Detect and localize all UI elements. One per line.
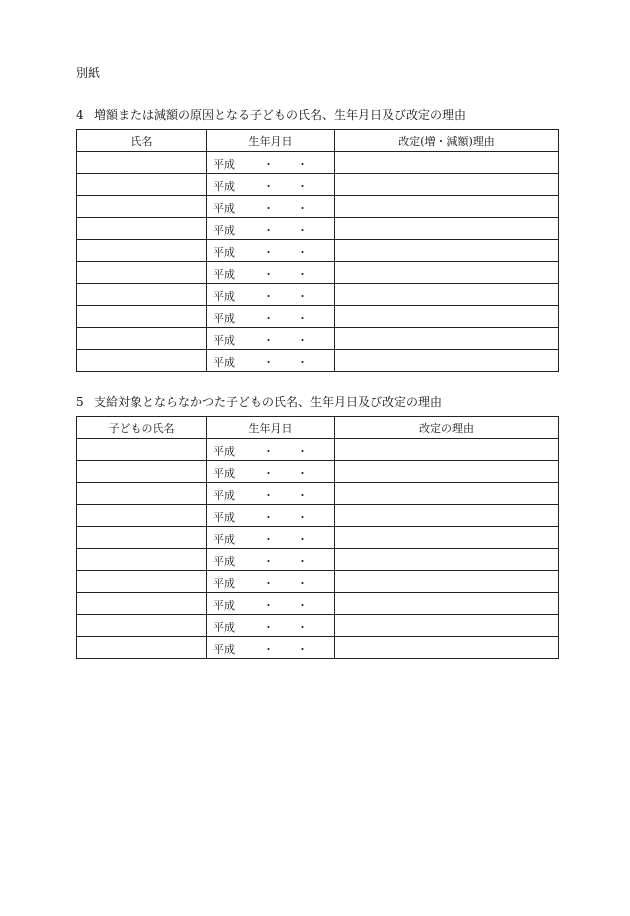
header-dob: 生年月日 bbox=[207, 130, 335, 152]
table-row bbox=[77, 637, 559, 659]
name-cell[interactable] bbox=[77, 328, 207, 350]
reason-cell[interactable] bbox=[335, 461, 559, 483]
reason-cell[interactable] bbox=[335, 240, 559, 262]
date-separator: ・ bbox=[263, 312, 274, 325]
name-cell[interactable] bbox=[77, 218, 207, 240]
table-row bbox=[77, 350, 559, 372]
name-cell[interactable] bbox=[77, 593, 207, 615]
reason-cell[interactable] bbox=[335, 593, 559, 615]
dob-cell[interactable] bbox=[207, 505, 335, 527]
table-row bbox=[77, 328, 559, 350]
date-separator: ・ bbox=[263, 489, 274, 502]
era-label: 平成 bbox=[213, 290, 235, 303]
era-label: 平成 bbox=[213, 224, 235, 237]
table-row bbox=[77, 527, 559, 549]
reason-cell[interactable] bbox=[335, 549, 559, 571]
reason-cell[interactable] bbox=[335, 218, 559, 240]
section-5-heading bbox=[76, 393, 442, 411]
date-separator: ・ bbox=[297, 445, 308, 458]
date-separator: ・ bbox=[297, 577, 308, 590]
date-separator: ・ bbox=[297, 312, 308, 325]
page-label: 別紙 bbox=[76, 66, 101, 80]
date-separator: ・ bbox=[297, 224, 308, 237]
reason-cell[interactable] bbox=[335, 571, 559, 593]
reason-cell[interactable] bbox=[335, 483, 559, 505]
name-cell[interactable] bbox=[77, 527, 207, 549]
reason-cell[interactable] bbox=[335, 505, 559, 527]
table-row bbox=[77, 505, 559, 527]
table-row bbox=[77, 461, 559, 483]
date-separator: ・ bbox=[263, 555, 274, 568]
era-label: 平成 bbox=[213, 599, 235, 612]
era-label: 平成 bbox=[213, 577, 235, 590]
date-separator: ・ bbox=[297, 621, 308, 634]
name-cell[interactable] bbox=[77, 439, 207, 461]
era-label: 平成 bbox=[213, 511, 235, 524]
dob-cell[interactable] bbox=[207, 174, 335, 196]
name-cell[interactable] bbox=[77, 350, 207, 372]
table-row bbox=[77, 240, 559, 262]
dob-cell[interactable] bbox=[207, 439, 335, 461]
date-separator: ・ bbox=[297, 643, 308, 656]
era-label: 平成 bbox=[213, 533, 235, 546]
section-4-table bbox=[76, 129, 559, 372]
dob-cell[interactable] bbox=[207, 637, 335, 659]
header-reason: 改定の理由 bbox=[335, 417, 559, 439]
table-row bbox=[77, 593, 559, 615]
table-row bbox=[77, 306, 559, 328]
header-dob: 生年月日 bbox=[207, 417, 335, 439]
name-cell[interactable] bbox=[77, 174, 207, 196]
table-row bbox=[77, 615, 559, 637]
era-label: 平成 bbox=[213, 312, 235, 325]
era-label: 平成 bbox=[213, 467, 235, 480]
date-separator: ・ bbox=[297, 533, 308, 546]
table-header-row bbox=[77, 417, 559, 439]
date-separator: ・ bbox=[263, 467, 274, 480]
era-label: 平成 bbox=[213, 356, 235, 369]
date-separator: ・ bbox=[297, 356, 308, 369]
date-separator: ・ bbox=[263, 511, 274, 524]
era-label: 平成 bbox=[213, 202, 235, 215]
reason-cell[interactable] bbox=[335, 262, 559, 284]
date-separator: ・ bbox=[297, 202, 308, 215]
reason-cell[interactable] bbox=[335, 350, 559, 372]
name-cell[interactable] bbox=[77, 461, 207, 483]
reason-cell[interactable] bbox=[335, 615, 559, 637]
date-separator: ・ bbox=[297, 246, 308, 259]
era-label: 平成 bbox=[213, 445, 235, 458]
date-separator: ・ bbox=[263, 158, 274, 171]
table-row bbox=[77, 284, 559, 306]
table-row bbox=[77, 483, 559, 505]
date-separator: ・ bbox=[297, 599, 308, 612]
dob-cell[interactable] bbox=[207, 196, 335, 218]
section-4-title: 増額または減額の原因となる子どもの氏名、生年月日及び改定の理由 bbox=[94, 108, 467, 122]
dob-cell[interactable] bbox=[207, 218, 335, 240]
name-cell[interactable] bbox=[77, 284, 207, 306]
name-cell[interactable] bbox=[77, 483, 207, 505]
era-label: 平成 bbox=[213, 158, 235, 171]
table-row bbox=[77, 174, 559, 196]
reason-cell[interactable] bbox=[335, 637, 559, 659]
date-separator: ・ bbox=[297, 511, 308, 524]
era-label: 平成 bbox=[213, 334, 235, 347]
reason-cell[interactable] bbox=[335, 439, 559, 461]
date-separator: ・ bbox=[297, 489, 308, 502]
era-label: 平成 bbox=[213, 555, 235, 568]
date-separator: ・ bbox=[263, 643, 274, 656]
date-separator: ・ bbox=[263, 356, 274, 369]
date-separator: ・ bbox=[263, 246, 274, 259]
era-label: 平成 bbox=[213, 643, 235, 656]
date-separator: ・ bbox=[263, 180, 274, 193]
section-5-title: 支給対象とならなかつた子どもの氏名、生年月日及び改定の理由 bbox=[94, 395, 443, 409]
dob-cell[interactable] bbox=[207, 240, 335, 262]
table-row bbox=[77, 262, 559, 284]
name-cell[interactable] bbox=[77, 152, 207, 174]
reason-cell[interactable] bbox=[335, 196, 559, 218]
table-row bbox=[77, 439, 559, 461]
date-separator: ・ bbox=[263, 445, 274, 458]
table-row bbox=[77, 152, 559, 174]
date-separator: ・ bbox=[263, 533, 274, 546]
name-cell[interactable] bbox=[77, 549, 207, 571]
name-cell[interactable] bbox=[77, 196, 207, 218]
table-row bbox=[77, 571, 559, 593]
era-label: 平成 bbox=[213, 489, 235, 502]
dob-cell[interactable] bbox=[207, 328, 335, 350]
dob-cell[interactable] bbox=[207, 549, 335, 571]
date-separator: ・ bbox=[263, 621, 274, 634]
table-row bbox=[77, 196, 559, 218]
reason-cell[interactable] bbox=[335, 328, 559, 350]
dob-cell[interactable] bbox=[207, 152, 335, 174]
era-label: 平成 bbox=[213, 621, 235, 634]
reason-cell[interactable] bbox=[335, 306, 559, 328]
date-separator: ・ bbox=[263, 334, 274, 347]
era-label: 平成 bbox=[213, 180, 235, 193]
section-5-table bbox=[76, 416, 559, 659]
name-cell[interactable] bbox=[77, 571, 207, 593]
date-separator: ・ bbox=[297, 555, 308, 568]
section-4-number: 4 bbox=[76, 108, 84, 122]
reason-cell[interactable] bbox=[335, 174, 559, 196]
name-cell[interactable] bbox=[77, 637, 207, 659]
section-4-heading bbox=[76, 106, 466, 124]
date-separator: ・ bbox=[297, 290, 308, 303]
date-separator: ・ bbox=[263, 224, 274, 237]
dob-cell[interactable] bbox=[207, 593, 335, 615]
reason-cell[interactable] bbox=[335, 527, 559, 549]
reason-cell[interactable] bbox=[335, 152, 559, 174]
name-cell[interactable] bbox=[77, 615, 207, 637]
dob-cell[interactable] bbox=[207, 615, 335, 637]
table-header-row bbox=[77, 130, 559, 152]
name-cell[interactable] bbox=[77, 306, 207, 328]
dob-cell[interactable] bbox=[207, 284, 335, 306]
date-separator: ・ bbox=[297, 268, 308, 281]
date-separator: ・ bbox=[297, 467, 308, 480]
dob-cell[interactable] bbox=[207, 350, 335, 372]
table-row bbox=[77, 549, 559, 571]
date-separator: ・ bbox=[263, 202, 274, 215]
dob-cell[interactable] bbox=[207, 483, 335, 505]
dob-cell[interactable] bbox=[207, 527, 335, 549]
dob-cell[interactable] bbox=[207, 262, 335, 284]
date-separator: ・ bbox=[297, 180, 308, 193]
header-name: 氏名 bbox=[77, 130, 207, 152]
name-cell[interactable] bbox=[77, 505, 207, 527]
date-separator: ・ bbox=[263, 268, 274, 281]
date-separator: ・ bbox=[263, 599, 274, 612]
header-child-name: 子どもの氏名 bbox=[77, 417, 207, 439]
date-separator: ・ bbox=[297, 158, 308, 171]
date-separator: ・ bbox=[297, 334, 308, 347]
dob-cell[interactable] bbox=[207, 461, 335, 483]
header-reason: 改定(増・減額)理由 bbox=[335, 130, 559, 152]
reason-cell[interactable] bbox=[335, 284, 559, 306]
table-row bbox=[77, 218, 559, 240]
name-cell[interactable] bbox=[77, 262, 207, 284]
era-label: 平成 bbox=[213, 268, 235, 281]
era-label: 平成 bbox=[213, 246, 235, 259]
section-5-number: 5 bbox=[76, 395, 84, 409]
dob-cell[interactable] bbox=[207, 571, 335, 593]
name-cell[interactable] bbox=[77, 240, 207, 262]
dob-cell[interactable] bbox=[207, 306, 335, 328]
date-separator: ・ bbox=[263, 290, 274, 303]
date-separator: ・ bbox=[263, 577, 274, 590]
